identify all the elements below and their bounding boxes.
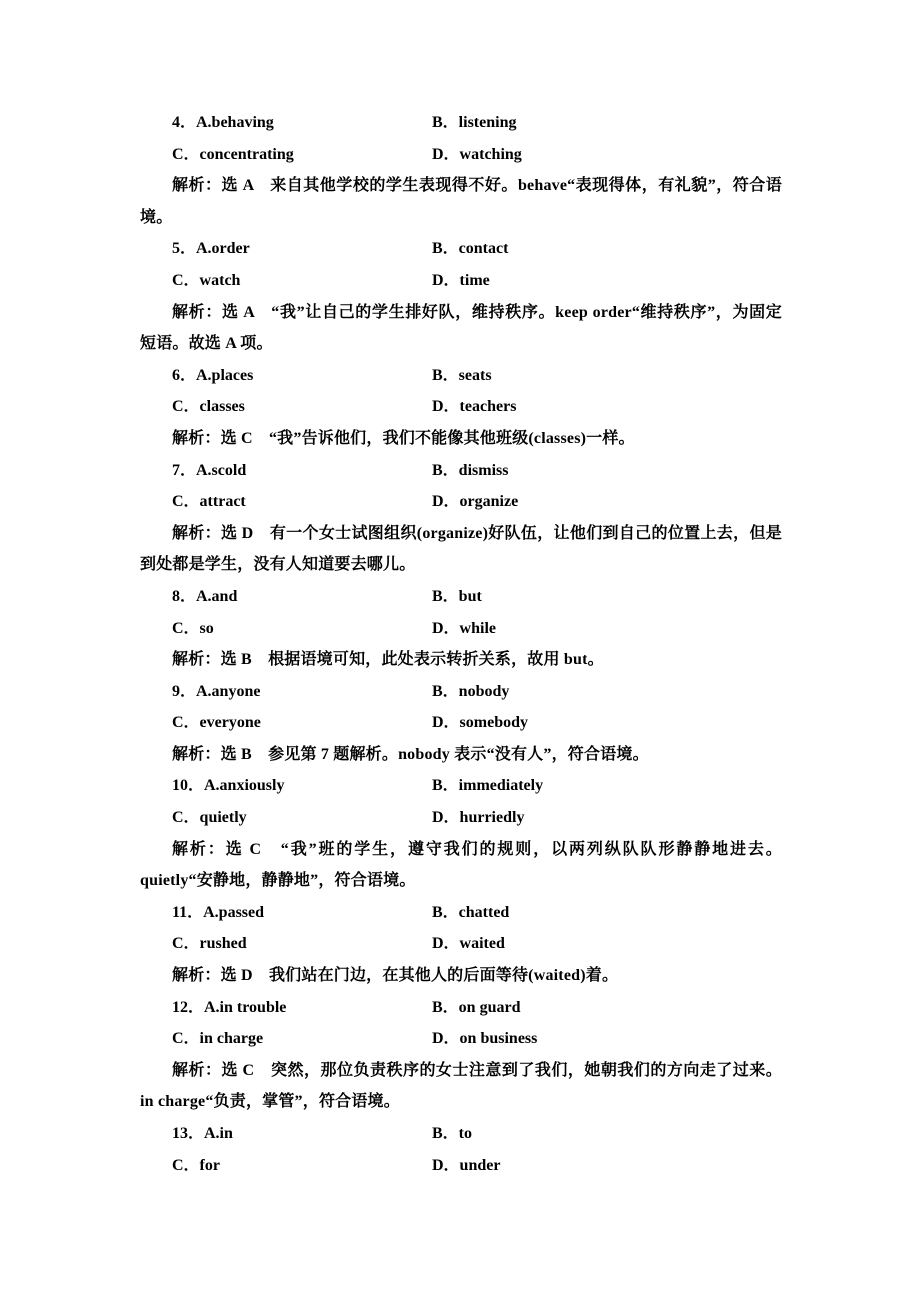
option-c: C．in charge (172, 1030, 264, 1048)
explanation (140, 1055, 782, 1118)
explanation-label: 解析： (172, 651, 221, 669)
option-a: 9．A.anyone (172, 682, 261, 700)
option-b: B．nobody (432, 682, 510, 700)
explanation-text: 选 C “我”班的学生，遵守我们的规则，以两列纵队队形静静地进去。quietly“安静地，静静地”，符合语境。 (140, 840, 783, 890)
option-row (140, 265, 782, 297)
option-row (140, 802, 782, 834)
option-row (140, 897, 782, 929)
option-c: C．everyone (172, 714, 261, 732)
option-row (140, 770, 782, 802)
option-d: D．while (432, 619, 497, 637)
explanation-text: 选 B 根据语境可知，此处表示转折关系，故用 but。 (220, 651, 604, 669)
option-a: 7．A.scold (172, 461, 247, 479)
explanation-label: 解析： (172, 177, 222, 195)
option-row (140, 360, 782, 392)
option-row (140, 391, 782, 423)
explanation (140, 739, 782, 771)
option-a: 5．A.order (172, 240, 250, 258)
option-d: D．under (432, 1156, 501, 1174)
option-row (140, 707, 782, 739)
option-row (140, 1023, 782, 1055)
option-row (140, 1150, 782, 1182)
explanation (140, 644, 782, 676)
option-b: B．dismiss (432, 461, 509, 479)
explanation-text: 选 D 有一个女士试图组织(organize)好队伍，让他们到自己的位置上去，但是到处都是学生，没有人知道要去哪儿。 (140, 524, 782, 574)
option-row (140, 581, 782, 613)
option-b: B．on guard (432, 998, 521, 1016)
option-row (140, 1118, 782, 1150)
explanation-text: 选 B 参见第 7 题解析。nobody 表示“没有人”，符合语境。 (220, 745, 649, 763)
option-c: C．so (172, 619, 214, 637)
option-b: B．immediately (432, 777, 544, 795)
option-row (140, 992, 782, 1024)
option-d: D．teachers (432, 398, 517, 416)
explanation (140, 423, 782, 455)
option-b: B．contact (432, 240, 509, 258)
option-d: D．hurriedly (432, 809, 525, 827)
option-row (140, 139, 782, 171)
option-b: B．to (432, 1125, 473, 1142)
option-row (140, 455, 782, 487)
explanation-text: 选 A 来自其他学校的学生表现得不好。behave“表现得体，有礼貌”，符合语境。 (140, 177, 782, 226)
explanation (140, 170, 782, 233)
option-row (140, 928, 782, 960)
option-row (140, 486, 782, 518)
option-d: D．somebody (432, 714, 529, 732)
explanation-label: 解析： (172, 1061, 222, 1079)
option-b: B．seats (432, 366, 492, 384)
option-d: D．watching (432, 145, 522, 163)
option-d: D．organize (432, 493, 519, 511)
explanation-label: 解析： (172, 524, 221, 542)
explanation-label: 解析： (172, 840, 226, 858)
explanation-text: 选 C 突然，那位负责秩序的女士注意到了我们，她朝我们的方向走了过来。in charge“负责，掌管”，符合语境。 (140, 1061, 782, 1111)
explanation-label: 解析： (172, 745, 221, 763)
option-a: 12．A.in trouble (172, 998, 287, 1016)
option-a: 11．A.passed (172, 903, 265, 921)
option-a: 6．A.places (172, 366, 254, 384)
option-a: 8．A.and (172, 587, 238, 605)
option-a: 10．A.anxiously (172, 777, 285, 795)
option-c: C．classes (172, 398, 245, 416)
explanation (140, 518, 782, 581)
option-row (140, 107, 782, 139)
explanation-label: 解析： (172, 303, 222, 321)
option-row (140, 233, 782, 265)
option-c: C．watch (172, 271, 241, 289)
explanation-text: 选 D 我们站在门边，在其他人的后面等待(waited)着。 (220, 967, 619, 985)
explanation (140, 834, 782, 897)
option-c: C．quietly (172, 809, 247, 827)
option-d: D．on business (432, 1030, 538, 1048)
option-c: C．rushed (172, 935, 247, 953)
option-d: D．waited (432, 935, 505, 953)
explanation (140, 960, 782, 992)
explanation-label: 解析： (172, 429, 221, 447)
explanation-text: 选 C “我”告诉他们，我们不能像其他班级(classes)一样。 (220, 429, 635, 447)
explanation-text: 选 A “我”让自己的学生排好队，维持秩序。keep order“维持秩序”，为固定短语。故选 A 项。 (140, 303, 782, 353)
option-a: 13．A.in (172, 1125, 233, 1142)
explanation (140, 297, 782, 360)
option-b: B．chatted (432, 903, 510, 921)
option-d: D．time (432, 271, 490, 289)
option-row (140, 676, 782, 708)
option-c: C．attract (172, 493, 246, 511)
option-b: B．but (432, 587, 482, 605)
option-a: 4．A.behaving (172, 114, 274, 131)
option-c: C．for (172, 1156, 220, 1174)
option-b: B．listening (432, 114, 517, 131)
option-row (140, 613, 782, 645)
explanation-label: 解析： (172, 967, 221, 985)
question-list (140, 107, 782, 1181)
option-c: C．concentrating (172, 145, 294, 163)
